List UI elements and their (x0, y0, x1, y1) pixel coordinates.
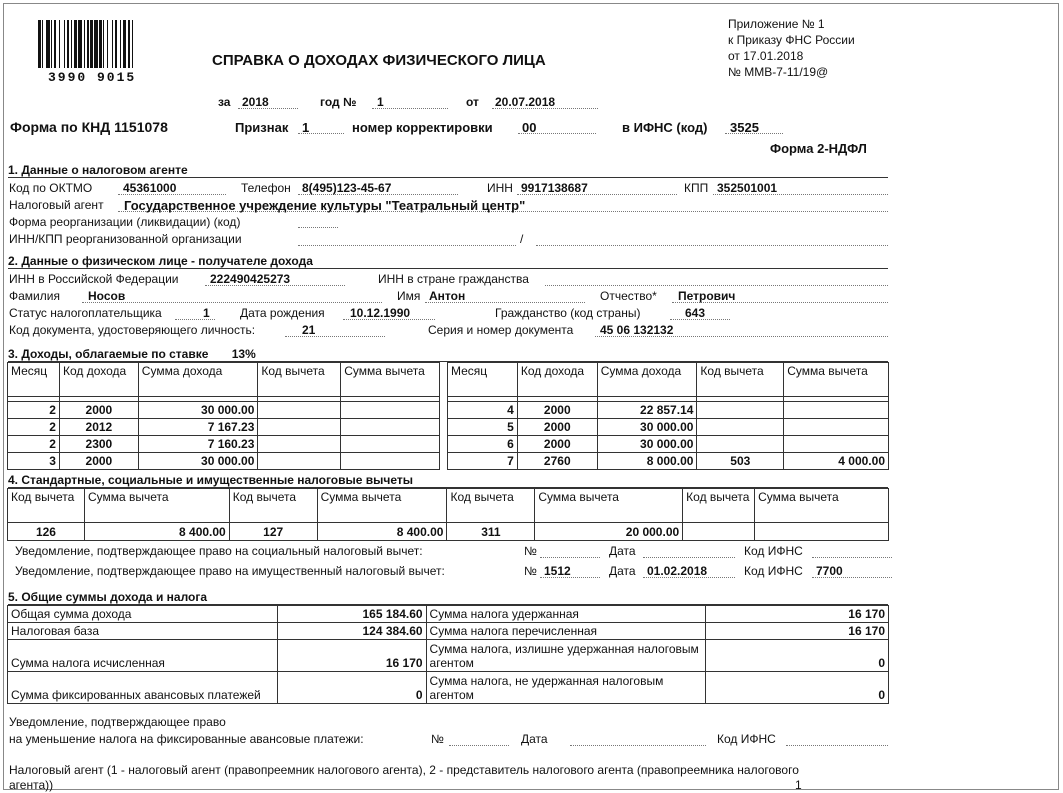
barcode-bar (51, 20, 52, 68)
footer-date-underline (570, 731, 706, 746)
table-row (448, 453, 889, 470)
section5-title: 5. Общие суммы дохода и налога (8, 590, 888, 605)
barcode-bar (90, 20, 93, 68)
table-cell: 2 (8, 419, 60, 436)
number-value: 1 (377, 95, 384, 109)
surname-label: Фамилия (9, 289, 60, 303)
barcode-bar (64, 20, 65, 68)
god-label: год № (320, 95, 357, 109)
table-cell (784, 436, 889, 453)
barcode-bar (74, 20, 77, 68)
table-cell: 3 (8, 453, 60, 470)
footer-date-label: Дата (521, 732, 548, 746)
table-cell: Сумма налога перечисленная (426, 623, 706, 640)
header-cell: Код вычета (229, 489, 317, 523)
doc-code-label: Код документа, удостоверяющего личность: (9, 323, 256, 337)
property-ifns-value: 7700 (816, 564, 843, 578)
table-cell (697, 402, 784, 419)
table-cell: 2760 (517, 453, 597, 470)
table-row (8, 606, 889, 623)
reorg-underline (298, 213, 338, 228)
table-cell: 503 (697, 453, 784, 470)
doc-series-value: 45 06 132132 (600, 323, 674, 337)
header-cell: Сумма вычета (784, 363, 889, 397)
agent-label: Налоговый агент (9, 198, 104, 212)
table-row (8, 640, 889, 672)
ifns-value: 3525 (730, 120, 759, 135)
doc-series-label: Серия и номер документа (428, 323, 574, 337)
header-cell: Код вычета (447, 489, 535, 523)
property-date-value: 01.02.2018 (647, 564, 708, 578)
barcode-bar (107, 20, 108, 68)
year-value: 2018 (242, 95, 269, 109)
inn-rf-value: 222490425273 (210, 272, 291, 286)
citizenship-value: 643 (685, 306, 706, 320)
barcode-bar (71, 20, 72, 68)
table-cell: 8 400.00 (317, 523, 447, 541)
table-cell: 2000 (517, 402, 597, 419)
table-cell: 30 000.00 (597, 419, 697, 436)
table-cell: 0 (706, 640, 889, 672)
deductions-table (7, 488, 889, 541)
table-cell: 2300 (59, 436, 138, 453)
table-cell (258, 419, 341, 436)
table-cell: 2012 (59, 419, 138, 436)
section3-title (8, 347, 888, 362)
footer-no-label: № (431, 732, 444, 746)
footer-notice-line1: Уведомление, подтверждающее право (9, 715, 226, 729)
section3-rate: 13% (231, 347, 256, 361)
inn-label: ИНН (487, 181, 513, 195)
table-cell: Налоговая база (8, 623, 278, 640)
reorg-kpp-underline (536, 231, 888, 246)
property-no-label: № (524, 564, 537, 578)
surname-value: Носов (88, 289, 126, 303)
header-cell: Сумма вычета (341, 363, 440, 397)
table-cell: Сумма налога удержанная (426, 606, 706, 623)
oktmo-value: 45361000 (123, 181, 177, 195)
barcode-bar (132, 20, 133, 68)
patronymic-value: Петрович (678, 289, 736, 303)
social-no-label: № (524, 544, 537, 558)
table-cell: Сумма налога исчисленная (8, 640, 278, 672)
name-label: Имя (397, 289, 421, 303)
table-cell: 2 (8, 436, 60, 453)
table-cell (258, 402, 341, 419)
oktmo-label: Код по ОКТМО (9, 181, 93, 195)
reorg-inn-label: ИНН/КПП реорганизованной организации (9, 232, 242, 246)
appendix-line: Приложение № 1 (728, 17, 825, 31)
table-cell: 4 000.00 (784, 453, 889, 470)
table-row (8, 436, 440, 453)
section3-title-text: 3. Доходы, облагаемые по ставке (8, 347, 209, 361)
table-cell: 22 857.14 (597, 402, 697, 419)
header-cell: Код вычета (8, 489, 85, 523)
table-cell: 7 (448, 453, 518, 470)
table-cell: 4 (448, 402, 518, 419)
appendix-line: № ММВ-7-11/19@ (728, 65, 829, 79)
inn-foreign-underline (545, 271, 888, 286)
header-cell: Сумма дохода (138, 363, 258, 397)
barcode-bar (99, 20, 102, 68)
barcode-bar (87, 20, 88, 68)
table-row (8, 419, 440, 436)
appendix-line: к Приказу ФНС России (728, 33, 855, 47)
appendix-line: от 17.01.2018 (728, 49, 804, 63)
ifns-label: в ИФНС (код) (622, 120, 708, 135)
doc-code-underline (285, 322, 385, 337)
barcode-bar (54, 20, 57, 68)
barcode-bar (59, 20, 60, 68)
social-notice-label: Уведомление, подтверждающее право на социальный налоговый вычет: (15, 544, 423, 558)
totals-table (7, 605, 889, 704)
table-cell: 124 384.60 (277, 623, 426, 640)
barcode-number: 3990 9015 (48, 70, 137, 85)
income-table-right (447, 362, 889, 470)
social-ifns-label: Код ИФНС (744, 544, 803, 558)
header-cell: Код дохода (59, 363, 138, 397)
birth-value: 10.12.1990 (350, 306, 411, 320)
inn-value: 9917138687 (521, 181, 588, 195)
agent-value: Государственное учреждение культуры "Театральный центр" (124, 198, 526, 213)
table-cell: 2000 (517, 419, 597, 436)
header-cell: Код вычета (258, 363, 341, 397)
barcode-bar (84, 20, 85, 68)
table-cell: 0 (706, 672, 889, 704)
corr-value: 00 (522, 120, 537, 135)
table-cell: Сумма налога, не удержанная налоговым агентом (426, 672, 706, 704)
ot-label: от (466, 95, 479, 109)
footer-ifns-label: Код ИФНС (717, 732, 776, 746)
barcode-bar (42, 20, 43, 68)
table-cell (341, 419, 440, 436)
header-cell: Месяц (8, 363, 60, 397)
table-cell: 127 (229, 523, 317, 541)
table-cell (258, 436, 341, 453)
table-cell: Сумма налога, излишне удержанная налоговым агентом (426, 640, 706, 672)
reorg-inn-underline (298, 231, 516, 246)
reorg-label: Форма реорганизации (ликвидации) (код) (9, 215, 241, 229)
income-table-left (7, 362, 440, 470)
status-label: Статус налогоплательщика (9, 306, 162, 320)
table-row (448, 436, 889, 453)
form-knd: Форма по КНД 1151078 (10, 119, 168, 135)
table-cell: 7 167.23 (138, 419, 258, 436)
section4-title: 4. Стандартные, социальные и имущественные налоговые вычеты (8, 473, 888, 488)
header-cell: Месяц (448, 363, 518, 397)
footer-no-underline (449, 731, 509, 746)
barcode-bar (94, 20, 98, 68)
table-cell (341, 436, 440, 453)
barcode-bar (78, 20, 82, 68)
agent-note-value: 1 (795, 778, 802, 792)
section1-title: 1. Данные о налоговом агенте (8, 163, 888, 178)
social-ifns-underline (812, 543, 892, 558)
header-cell: Сумма вычета (84, 489, 229, 523)
agent-note: Налоговый агент (1 - налоговый агент (правопреемник налогового агента), 2 - представитель налогового агента (правопреемника налогового агента)) (9, 763, 799, 792)
table-cell: 6 (448, 436, 518, 453)
property-no-value: 1512 (544, 564, 571, 578)
table-cell: 2000 (59, 402, 138, 419)
document-title: СПРАВКА О ДОХОДАХ ФИЗИЧЕСКОГО ЛИЦА (212, 52, 546, 69)
barcode-bar (115, 20, 118, 68)
header-cell: Сумма вычета (755, 489, 889, 523)
table-cell: 311 (447, 523, 535, 541)
table-row (448, 419, 889, 436)
citizenship-label: Гражданство (код страны) (495, 306, 641, 320)
table-row (8, 402, 440, 419)
phone-label: Телефон (241, 181, 291, 195)
table-cell: 7 160.23 (138, 436, 258, 453)
table-cell: 2000 (517, 436, 597, 453)
kpp-label: КПП (684, 181, 709, 195)
header-cell: Код вычета (683, 489, 755, 523)
barcode-bar (112, 20, 113, 68)
header-cell: Сумма вычета (535, 489, 683, 523)
name-value: Антон (429, 289, 466, 303)
table-cell: 126 (8, 523, 85, 541)
date-value: 20.07.2018 (495, 95, 556, 109)
barcode-image (38, 20, 156, 68)
inn-foreign-label: ИНН в стране гражданства (378, 272, 529, 286)
social-date-label: Дата (609, 544, 636, 558)
table-cell: 5 (448, 419, 518, 436)
footer-ifns-underline (786, 731, 888, 746)
table-cell: 2 (8, 402, 60, 419)
barcode-bar (120, 20, 121, 68)
priznak-value: 1 (302, 120, 310, 135)
table-cell: Сумма фиксированных авансовых платежей (8, 672, 278, 704)
kpp-value: 352501001 (717, 181, 778, 195)
table-cell: Общая сумма дохода (8, 606, 278, 623)
corr-label: номер корректировки (352, 120, 493, 135)
table-cell: 8 000.00 (597, 453, 697, 470)
header-cell: Сумма вычета (317, 489, 447, 523)
table-cell: 0 (277, 672, 426, 704)
property-date-label: Дата (609, 564, 636, 578)
social-no-underline (540, 543, 600, 558)
table-row (448, 402, 889, 419)
property-ifns-label: Код ИФНС (744, 564, 803, 578)
property-notice-label: Уведомление, подтверждающее право на имущественный налоговый вычет: (15, 564, 445, 578)
barcode-bar (103, 20, 104, 68)
table-cell: 30 000.00 (138, 402, 258, 419)
table-cell (784, 419, 889, 436)
priznak-label: Признак (235, 120, 289, 135)
table-cell: 16 170 (706, 606, 889, 623)
table-row (8, 453, 440, 470)
header-cell: Сумма дохода (597, 363, 697, 397)
birth-label: Дата рождения (240, 306, 325, 320)
table-cell (258, 453, 341, 470)
appendix-block (728, 16, 855, 80)
table-cell (697, 419, 784, 436)
table-cell (341, 402, 440, 419)
barcode-bar (128, 20, 131, 68)
za-label: за (218, 95, 231, 109)
surname-underline (82, 288, 382, 303)
barcode-bar (67, 20, 70, 68)
form-name: Форма 2-НДФЛ (770, 141, 867, 156)
table-cell (341, 453, 440, 470)
table-cell: 30 000.00 (138, 453, 258, 470)
table-cell (697, 436, 784, 453)
footer-notice-line2: на уменьшение налога на фиксированные авансовые платежи: (9, 732, 364, 746)
table-cell: 165 184.60 (277, 606, 426, 623)
table-cell: 20 000.00 (535, 523, 683, 541)
table-cell: 16 170 (277, 640, 426, 672)
phone-value: 8(495)123-45-67 (302, 181, 392, 195)
table-cell (755, 523, 889, 541)
slash: / (520, 232, 524, 246)
table-cell: 16 170 (706, 623, 889, 640)
table-cell: 2000 (59, 453, 138, 470)
inn-rf-label: ИНН в Российской Федерации (9, 272, 179, 286)
patronymic-label: Отчество* (600, 289, 657, 303)
table-cell (784, 402, 889, 419)
barcode-bar (123, 20, 127, 68)
section2-title: 2. Данные о физическом лице - получателе дохода (8, 254, 888, 269)
barcode-bar (38, 20, 41, 68)
table-row (8, 623, 889, 640)
barcode-bar (46, 20, 50, 68)
header-cell: Код дохода (517, 363, 597, 397)
status-value: 1 (203, 306, 210, 320)
doc-code-value: 21 (302, 323, 316, 337)
table-cell: 30 000.00 (597, 436, 697, 453)
table-cell (683, 523, 755, 541)
social-date-underline (643, 543, 735, 558)
header-cell: Код вычета (697, 363, 784, 397)
table-row (8, 672, 889, 704)
table-cell: 8 400.00 (84, 523, 229, 541)
